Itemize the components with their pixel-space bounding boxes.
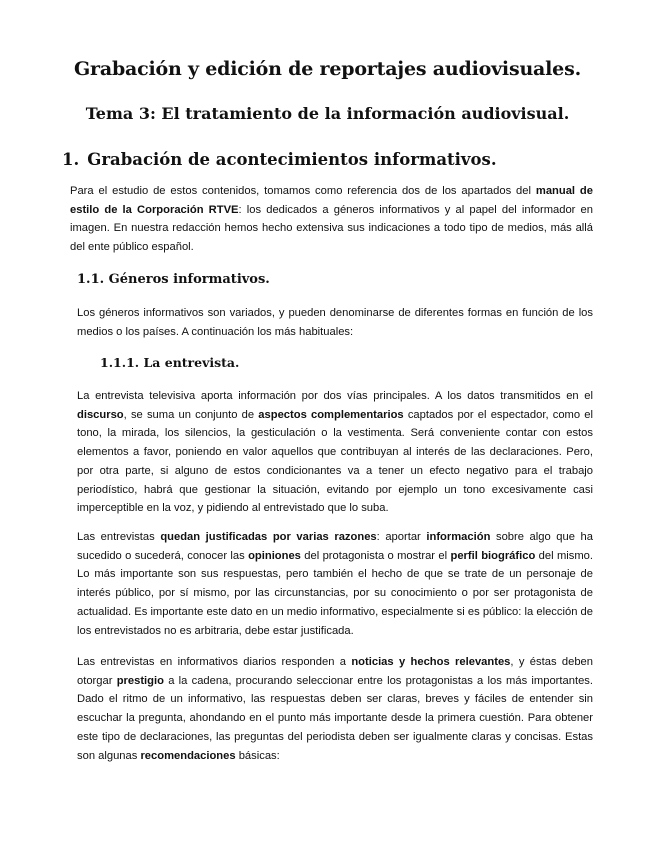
justificacion-paragraph [77, 528, 593, 640]
generos-paragraph: Los géneros informativos son variados, y pueden denominarse de diferentes formas en función de los medios o los países. A continuación los más habituales: [77, 307, 593, 338]
diarios-bold-noticias: noticias y hechos relevantes [351, 656, 511, 668]
entrevista-text-3: captados por el espectador, como el tono, la mirada, los silencios, la gesticulación o la vestimenta. Será conveniente contar con estos elementos a favor, poniendo en valor aquellos que contribuyan al interés de las declaraciones. Pero, por otra parte, si alguno de estos condicionantes va a tener un efecto negativo para el trabajo periodístico, habrá que gestionar la situación, evitando por ejemplo un tono excesivamente casi imperceptible en la voz, y pidiendo al entrevistado que lo suba. [77, 408, 594, 515]
section-1-heading [62, 150, 497, 169]
justif-text-3: sobre algo que ha sucedido o sucederá, conocer las [77, 531, 593, 562]
diarios-paragraph [77, 653, 593, 765]
entrevista-text-2: , se suma un conjunto de [123, 408, 259, 421]
section-1-number: 1. [62, 150, 80, 169]
intro-text-1: Para el estudio de estos contenidos, tomamos como referencia dos de los apartados del [70, 185, 536, 197]
intro-text-2: : los dedicados a géneros informativos y al papel del informador en imagen. En nuestra redacción hemos hecho extensiva sus indicaciones a todo tipo de medios, más allá del ente público español. [70, 203, 593, 254]
intro-paragraph [70, 182, 593, 257]
justif-bold-informacion: información [426, 531, 491, 543]
justif-bold-opiniones: opiniones [248, 549, 301, 562]
justif-bold-razones: quedan justificadas por varias razones [160, 531, 377, 543]
entrevista-bold-discurso: discurso [77, 408, 124, 421]
diarios-bold-recomendaciones: recomendaciones [140, 749, 236, 762]
justif-text-5: del mismo. Lo más importante son sus respuestas, pero también el hecho de que se trate de un personaje de interés público, por sí mismo, por las circunstancias, por su conocimiento o por ser protagonista de actualidad. Es importante este dato en un medio informativo, especialmente si es público: la elección de los entrevistados no es arbitraria, debe estar justificada. [77, 549, 593, 637]
justif-text-1: Las entrevistas [77, 531, 161, 543]
justif-bold-perfil: perfil biográfico [450, 549, 536, 562]
document-title: Grabación y edición de reportajes audiovisuales. [74, 58, 581, 80]
justif-text-2: : aportar [376, 531, 427, 543]
diarios-text-1: Las entrevistas en informativos diarios responden a [77, 656, 352, 668]
diarios-text-3: a la cadena, procurando seleccionar entre los protagonistas a los más importantes. Dado el ritmo de un informativo, las respuestas deben ser claras, breves y fáciles de entender sin escuchar la pregunta, ahondando en el punto más importante desde la primera cuestión. Para obtener este tipo de declaraciones, las preguntas del periodista deben ser igualmente claras y concisas. Estas son algunas [77, 674, 593, 762]
intro-bold-manual: manual de estilo de la Corporación RTVE [70, 185, 593, 216]
document-subtitle: Tema 3: El tratamiento de la información audiovisual. [85, 104, 570, 123]
diarios-text-2: , y éstas deben otorgar [77, 656, 593, 687]
section-1-title: Grabación de acontecimientos informativos. [87, 150, 497, 169]
section-1-1-heading: 1.1. Géneros informativos. [77, 272, 270, 287]
entrevista-paragraph [77, 387, 593, 518]
diarios-bold-prestigio: prestigio [116, 674, 164, 687]
diarios-text-4: básicas: [235, 749, 280, 762]
entrevista-bold-aspectos: aspectos complementarios [258, 408, 404, 421]
justif-text-4: del protagonista o mostrar el [300, 549, 451, 562]
entrevista-text-1: La entrevista televisiva aporta información por dos vías principales. A los datos transmitidos en el [77, 390, 593, 402]
section-1-1-1-heading: 1.1.1. La entrevista. [100, 355, 240, 370]
